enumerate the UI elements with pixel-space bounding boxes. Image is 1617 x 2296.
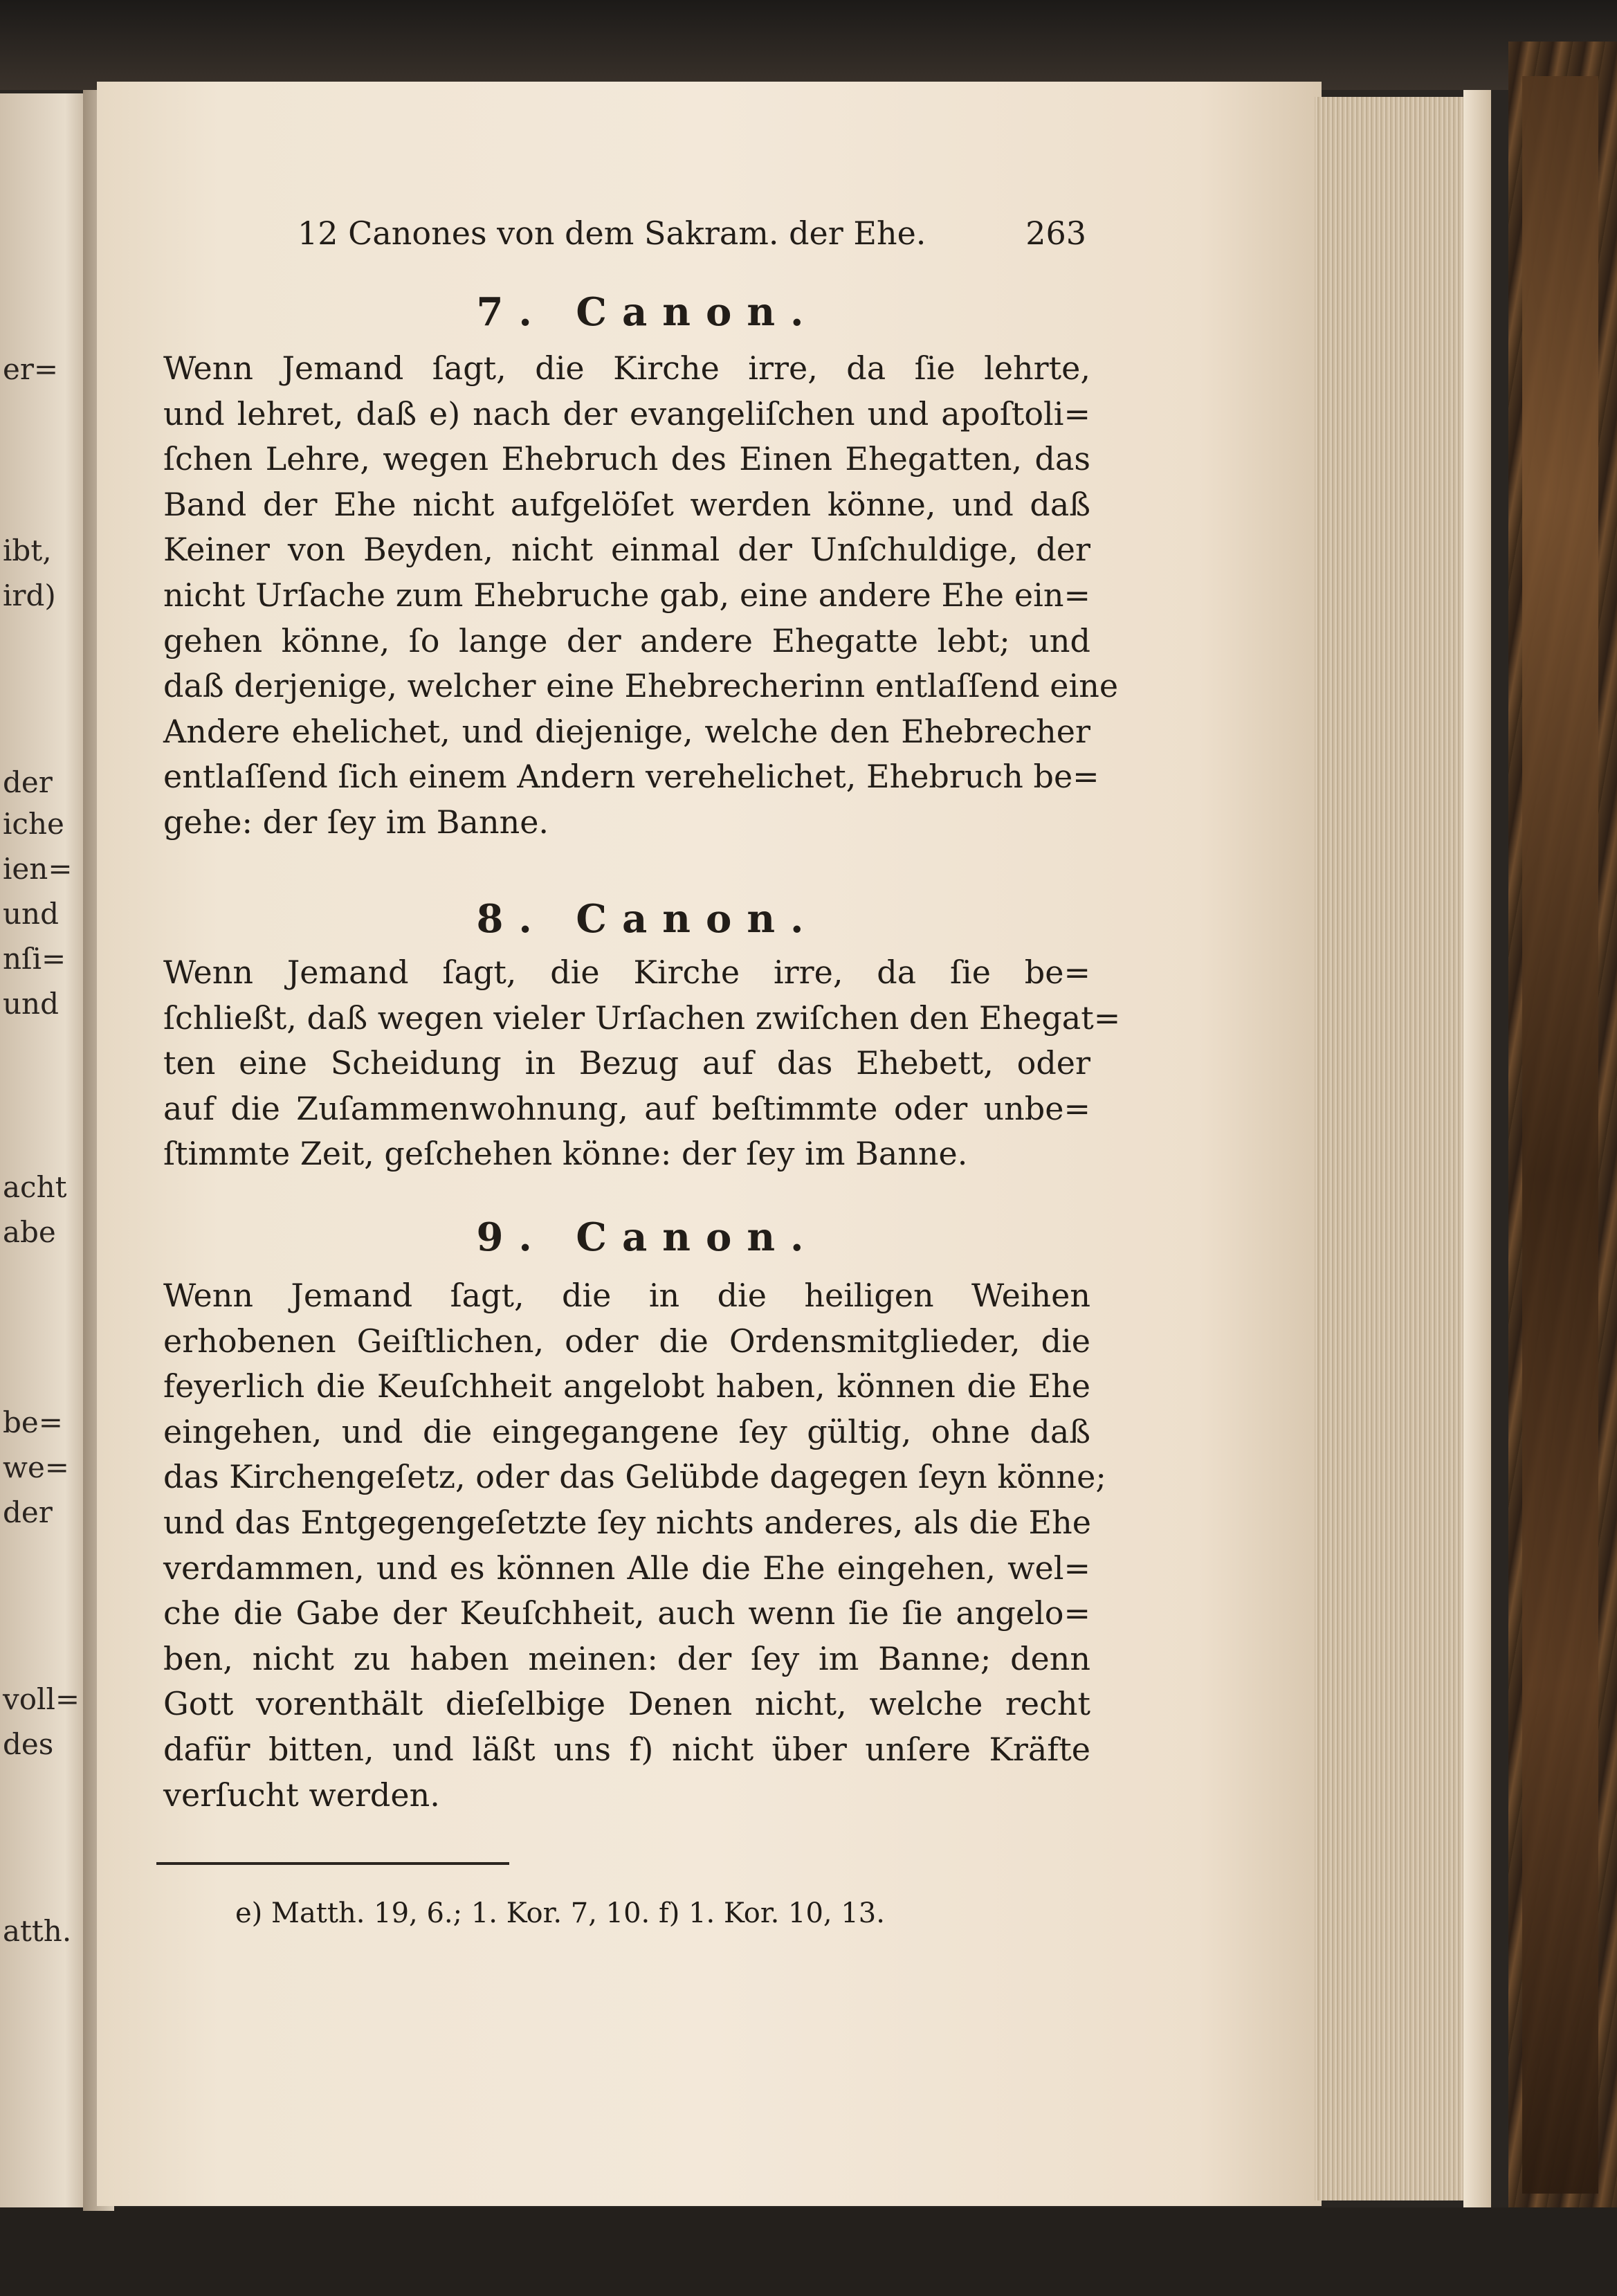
- text-line: ten eine Scheidung in Bezug auf das Ehebett, oder: [163, 1044, 1090, 1082]
- book-cover-marbled-edge: [1522, 76, 1598, 2194]
- running-header: [298, 215, 1086, 256]
- text-line: gehe: der ſey im Banne.: [163, 803, 549, 841]
- page-number: 263: [1025, 215, 1086, 252]
- left-page-fragment: be=: [3, 1405, 63, 1439]
- canon-heading: 7. Canon.: [476, 289, 819, 335]
- canon-text: [163, 346, 1119, 846]
- left-page-fragment: des: [3, 1727, 54, 1761]
- text-line: Wenn Jemand ſagt, die Kirche irre, da ſie lehrte,: [163, 349, 1090, 387]
- canon-text: [163, 1273, 1106, 1818]
- left-page: [0, 93, 93, 2207]
- text-line: das Kirchengeſetz, oder das Gelübde dagegen ſeyn könne;: [163, 1458, 1106, 1496]
- text-line: Andere ehelichet, und diejenige, welche den Ehebrecher: [163, 712, 1090, 750]
- canon-heading: 9. Canon.: [476, 1214, 819, 1260]
- text-line: Band der Ehe nicht aufgelöſet werden könne, und daß: [163, 485, 1090, 523]
- text-line: verſucht werden.: [163, 1776, 440, 1814]
- text-line: Wenn Jemand ſagt, die Kirche irre, da ſie be=: [163, 954, 1090, 991]
- footnote-rule: [156, 1862, 509, 1865]
- text-line: che die Gabe der Keuſchheit, auch wenn ſie ſie angelo=: [163, 1594, 1090, 1632]
- text-line: Keiner von Beyden, nicht einmal der Unſchuldige, der: [163, 531, 1090, 569]
- left-page-fragment: der: [3, 1495, 53, 1529]
- book-cover-top: [0, 0, 1617, 90]
- text-line: auf die Zuſammenwohnung, auf beſtimmte oder unbe=: [163, 1089, 1090, 1127]
- left-page-fragment: der: [3, 765, 53, 799]
- left-page-fragment: atth.: [3, 1914, 72, 1948]
- page-fore-edge-light: [1463, 90, 1491, 2207]
- text-line: und das Entgegengeſetzte ſey nichts anderes, als die Ehe: [163, 1503, 1091, 1541]
- text-line: gehen könne, ſo lange der andere Ehegatte lebt; und: [163, 621, 1090, 659]
- text-line: daß derjenige, welcher eine Ehebrecherinn entlaſſend eine: [163, 667, 1119, 705]
- footnote: e) Matth. 19, 6.; 1. Kor. 7, 10. f) 1. Kor. 10, 13.: [235, 1897, 885, 1929]
- left-page-fragment: er=: [3, 352, 59, 386]
- text-line: Gott vorenthält dieſelbige Denen nicht, welche recht: [163, 1685, 1090, 1723]
- text-line: nicht Urſache zum Ehebruche gab, eine andere Ehe ein=: [163, 576, 1090, 614]
- book-cover-bottom: [0, 2207, 1617, 2296]
- left-page-fragment: abe: [3, 1215, 56, 1249]
- left-page-fragment: nſi=: [3, 942, 66, 976]
- text-line: Wenn Jemand ſagt, die in die heiligen Weihen: [163, 1277, 1090, 1314]
- text-line: ben, nicht zu haben meinen: der ſey im Banne; denn: [163, 1639, 1090, 1677]
- text-line: ſtimmte Zeit, geſchehen könne: der ſey im Banne.: [163, 1135, 968, 1173]
- text-line: ſchließt, daß wegen vieler Urſachen zwiſchen den Ehegat=: [163, 999, 1121, 1037]
- left-page-fragment: ibt,: [3, 534, 52, 567]
- left-page-fragment: ird): [3, 578, 56, 612]
- text-line: und lehret, daß e) nach der evangeliſchen und apoſtoli=: [163, 394, 1090, 432]
- text-line: eingehen, und die eingegangene ſey gültig, ohne daß: [163, 1412, 1090, 1450]
- text-line: feyerlich die Keuſchheit angelobt haben, können die Ehe: [163, 1367, 1090, 1405]
- text-line: verdammen, und es können Alle die Ehe eingehen, wel=: [163, 1549, 1090, 1587]
- left-page-fragment: voll=: [3, 1682, 80, 1716]
- text-line: erhobenen Geiſtlichen, oder die Ordensmitglieder, die: [163, 1322, 1090, 1360]
- canon-text: [163, 950, 1121, 1177]
- left-page-fragment: und: [3, 987, 59, 1021]
- page-fore-edge: [1315, 97, 1467, 2201]
- text-line: ſchen Lehre, wegen Ehebruch des Einen Ehegatten, das: [163, 440, 1090, 478]
- left-page-fragment: acht: [3, 1170, 67, 1204]
- text-line: dafür bitten, und läßt uns f) nicht über unſere Kräfte: [163, 1730, 1090, 1768]
- canon-heading: 8. Canon.: [476, 896, 819, 942]
- left-page-fragment: und: [3, 897, 59, 931]
- left-page-fragment: iche: [3, 807, 64, 841]
- text-line: entlaſſend ſich einem Andern verehelichet, Ehebruch be=: [163, 758, 1099, 796]
- left-page-fragment: ien=: [3, 852, 73, 886]
- left-page-fragment: we=: [3, 1450, 69, 1484]
- running-title: 12 Canones von dem Sakram. der Ehe.: [298, 215, 926, 252]
